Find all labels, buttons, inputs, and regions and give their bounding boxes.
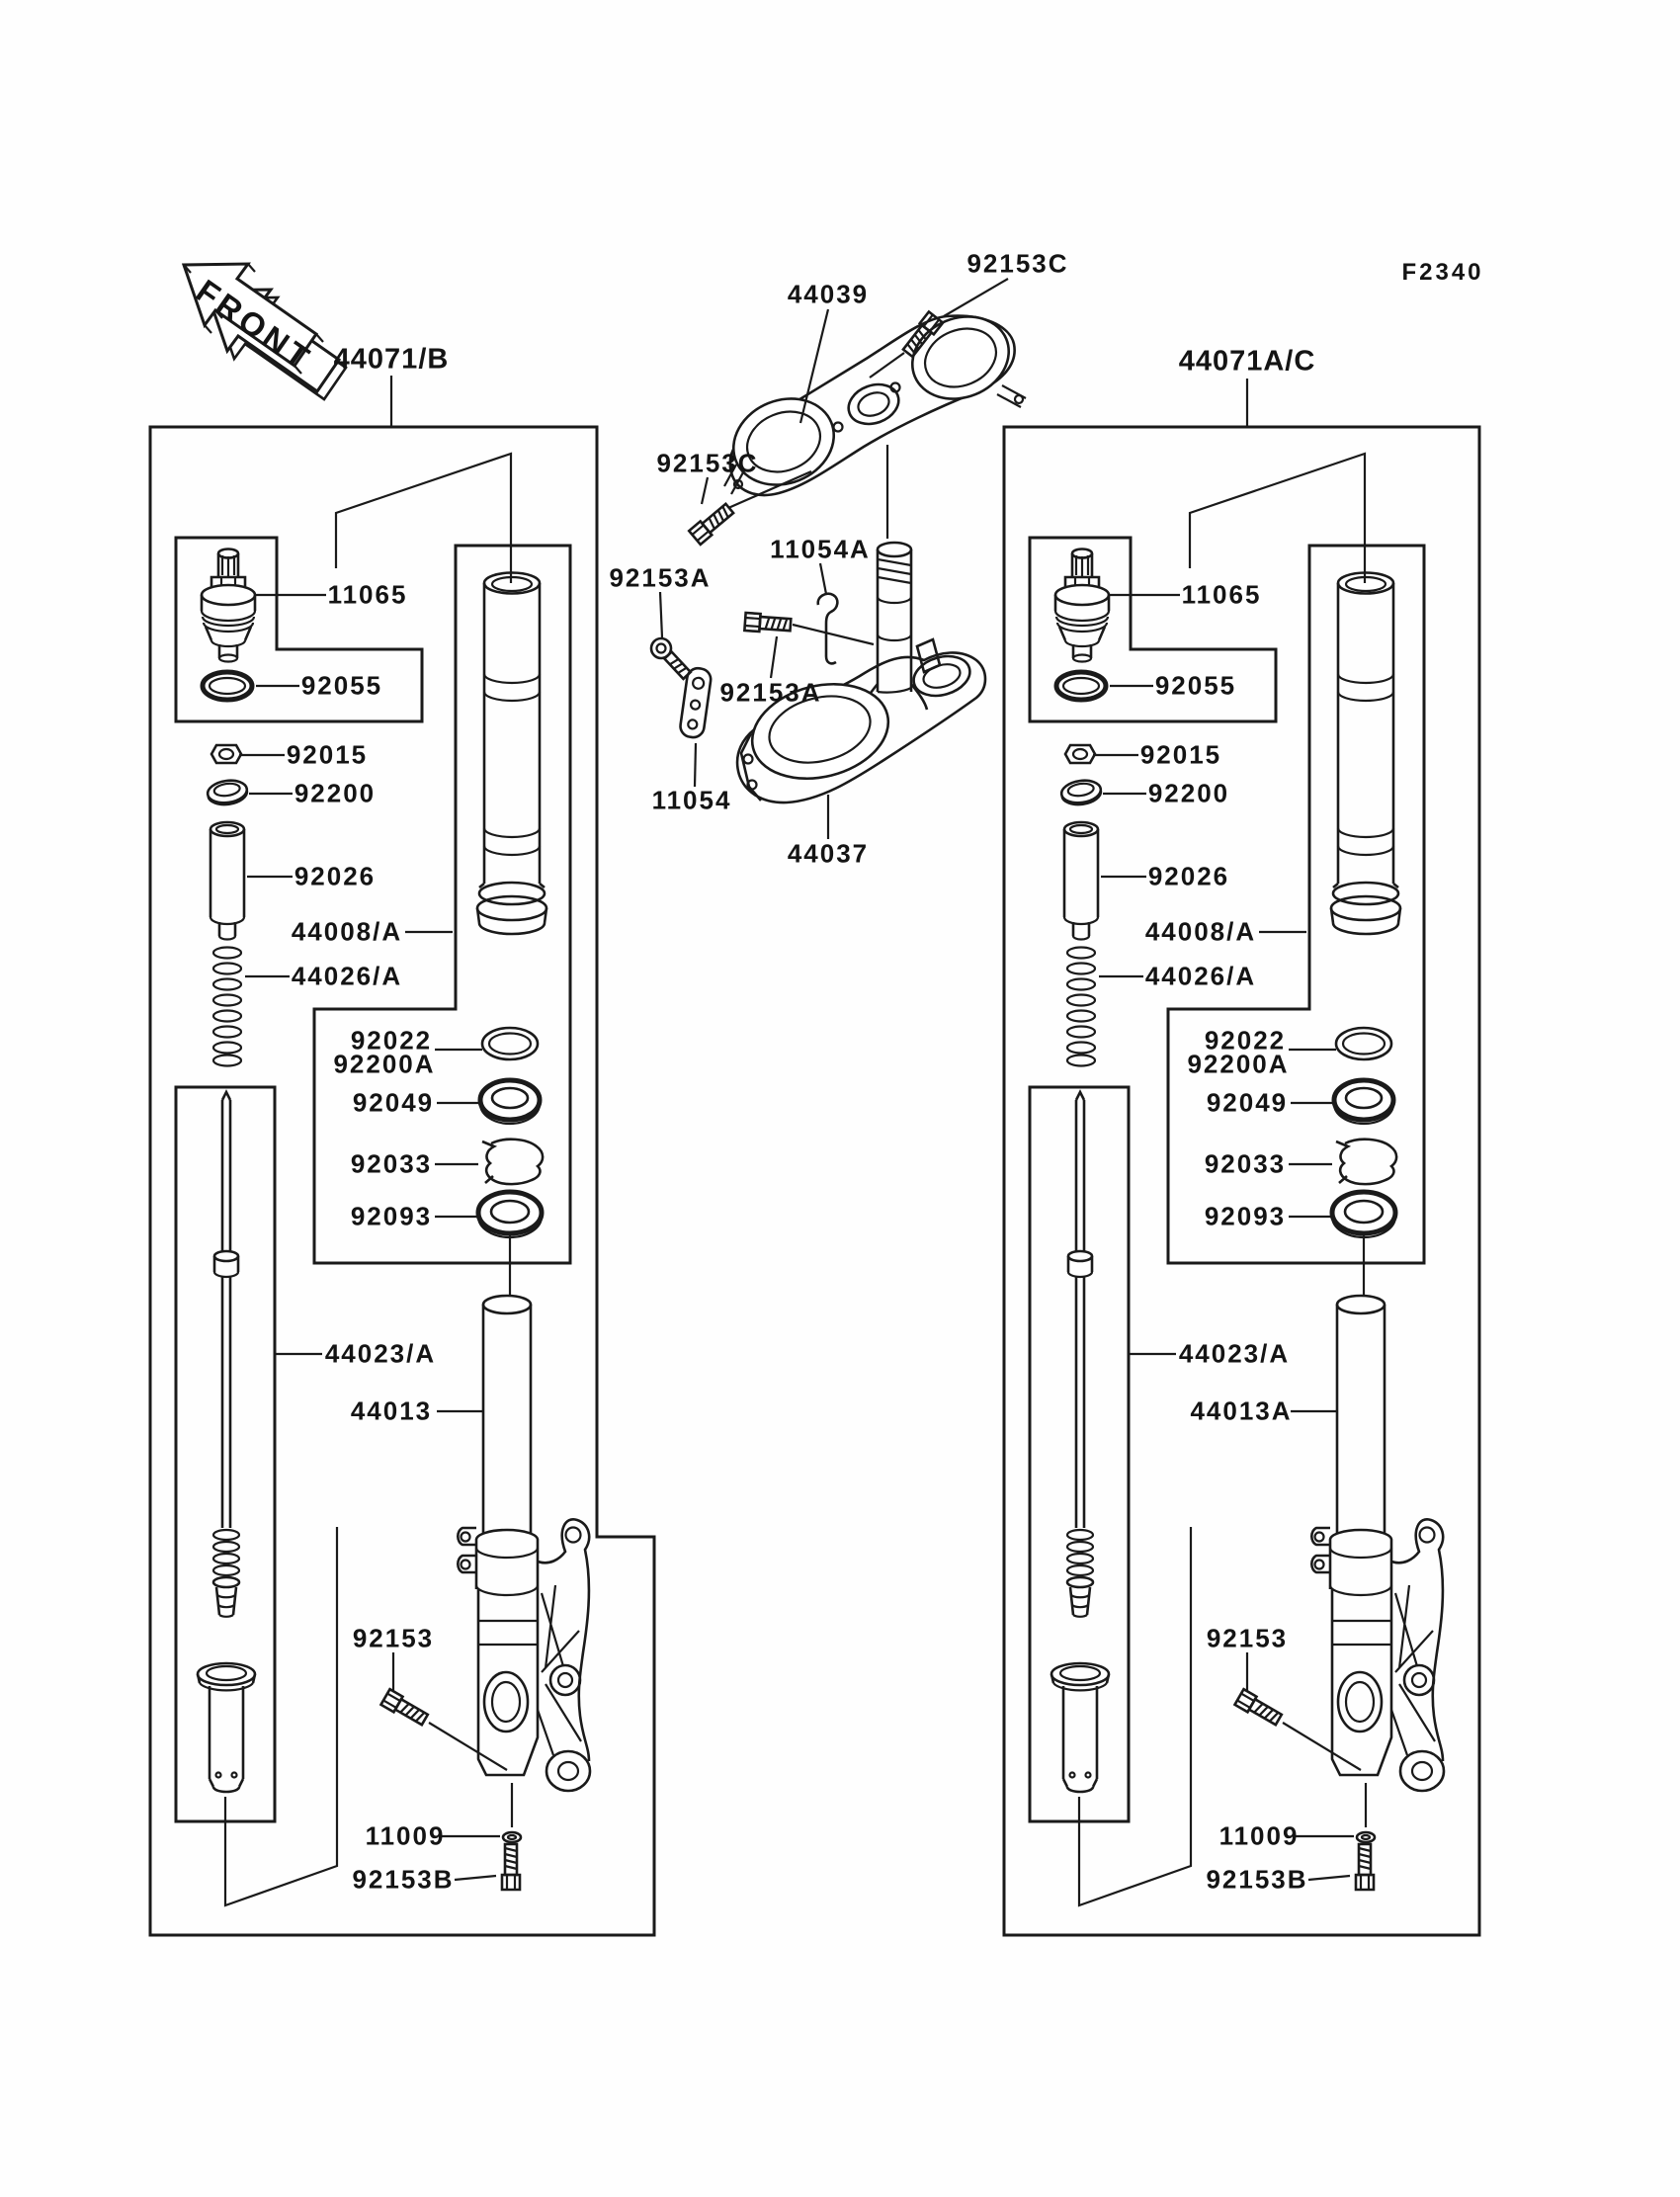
part-label-clip: 11054A — [770, 534, 871, 564]
seal-ring-drawing — [482, 1028, 538, 1059]
outer-tube-drawing — [458, 1296, 590, 1791]
bracket-bolt-drawing — [651, 638, 691, 679]
part-label-damper-l: 44023/A — [324, 1338, 437, 1369]
spring-drawing — [213, 948, 241, 1066]
bracket-bolt2-drawing — [744, 613, 791, 634]
part-label-washer-r: 92200 — [1147, 778, 1230, 808]
drain-gasket-drawing — [503, 1832, 521, 1842]
part-label-bracket: 11054 — [651, 785, 732, 815]
part-label-ringa-r: 92200A — [1187, 1049, 1290, 1079]
oil-seal-drawing — [480, 1080, 540, 1124]
part-label-ringa-l: 92200A — [333, 1049, 436, 1079]
part-label-spacer-r: 92026 — [1147, 861, 1230, 891]
part-label-nut-r: 92015 — [1139, 739, 1222, 770]
part-label-gasket-l: 11009 — [365, 1820, 446, 1851]
retaining-ring-drawing — [482, 1140, 543, 1184]
fork-cap-drawing — [202, 549, 255, 662]
front-arrow-label: FRONT — [189, 272, 319, 379]
part-label-oring-r: 92055 — [1154, 670, 1237, 701]
part-label-retring-r: 92033 — [1204, 1148, 1287, 1179]
part-label-gasket-r: 11009 — [1218, 1820, 1300, 1851]
part-label-ring-r: 92022 — [1204, 1025, 1287, 1056]
front-arrow — [184, 264, 346, 399]
part-label-nut-l: 92015 — [286, 739, 369, 770]
part-label-spring-l: 44026/A — [291, 961, 403, 991]
nut-drawing — [211, 745, 241, 763]
fork-assembly-art — [176, 454, 590, 1905]
lower-triple-clamp-drawing — [737, 639, 985, 803]
part-label-bolt-l: 92153 — [352, 1623, 435, 1653]
part-label-lower-clamp: 44037 — [787, 838, 870, 869]
part-label-retring-l: 92033 — [350, 1148, 433, 1179]
figure-code: F2340 — [1401, 259, 1484, 286]
part-label-dustseal-r: 92093 — [1204, 1201, 1287, 1231]
part-label-oilseal-l: 92049 — [352, 1087, 435, 1118]
left-assembly-label: 44071/B — [333, 343, 450, 376]
part-label-tube-l: 44008/A — [291, 916, 403, 947]
damper-rod-drawing — [213, 1092, 239, 1617]
part-label-boltb-l: 92153B — [352, 1864, 455, 1895]
part-label-bolt-r: 92153 — [1206, 1623, 1289, 1653]
part-label-spacer-l: 92026 — [294, 861, 377, 891]
part-label-cap-l: 11065 — [327, 579, 408, 610]
spacer-drawing — [210, 822, 244, 940]
part-label-washer-l: 92200 — [294, 778, 377, 808]
part-label-boltc-mid: 92153C — [656, 448, 759, 478]
axle-bolt-drawing — [381, 1689, 430, 1728]
part-label-dustseal-l: 92093 — [350, 1201, 433, 1231]
clamp-bolt-mid-drawing — [689, 502, 735, 545]
part-label-bolta-1: 92153A — [609, 562, 712, 593]
part-label-outer-l: 44013 — [350, 1395, 433, 1426]
fork-assembly-art-right — [1030, 454, 1444, 1905]
clip-drawing — [818, 594, 838, 664]
dust-seal-drawing — [478, 1192, 542, 1237]
part-label-oilseal-r: 92049 — [1206, 1087, 1289, 1118]
part-label-boltb-r: 92153B — [1206, 1864, 1308, 1895]
part-label-oring-l: 92055 — [300, 670, 383, 701]
part-label-cap-r: 11065 — [1181, 579, 1262, 610]
right-assembly-label: 44071A/C — [1178, 345, 1316, 378]
part-label-spring-r: 44026/A — [1144, 961, 1257, 991]
washer-drawing — [207, 778, 249, 806]
part-label-ring-l: 92022 — [350, 1025, 433, 1056]
part-label-outer-r: 44013A — [1190, 1395, 1293, 1426]
part-label-boltc-top: 92153C — [966, 248, 1069, 279]
drain-bolt-drawing — [502, 1844, 520, 1890]
cylinder-base-drawing — [198, 1663, 255, 1792]
part-label-top-clamp: 44039 — [787, 279, 870, 309]
part-label-bolta-2: 92153A — [719, 677, 822, 708]
part-label-damper-r: 44023/A — [1178, 1338, 1291, 1369]
part-label-tube-r: 44008/A — [1144, 916, 1257, 947]
top-triple-clamp-drawing — [720, 302, 1026, 499]
inner-tube-drawing — [477, 573, 546, 935]
